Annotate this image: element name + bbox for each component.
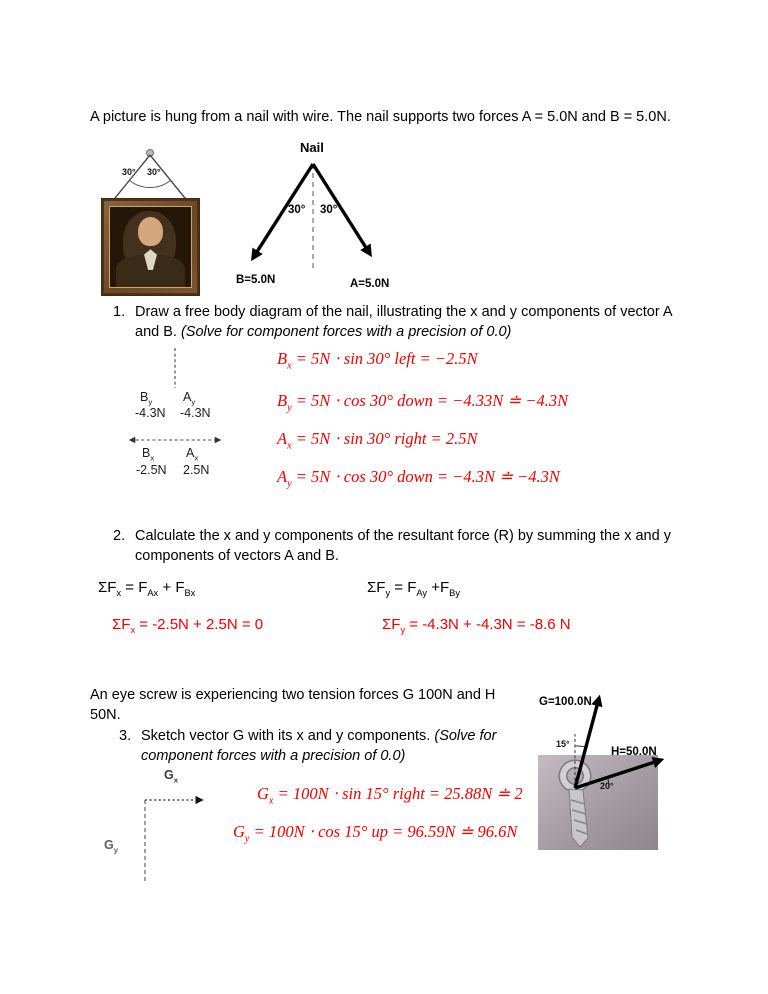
sum-fy-symbolic: $\Sigma F_y = F_{Ay} +F_{By}$: [367, 579, 460, 598]
fbd-bx-label: $B_x$: [142, 446, 155, 463]
question-1-text-italic: (Solve for component forces with a precision of 0.0): [180, 323, 512, 340]
nail-angle-right-label: 30°: [320, 204, 338, 216]
fbd-by-label: $B_y$: [140, 390, 153, 407]
question-1-text-regular: Draw a free body diagram of the nail, illustrating the x and y components of vector A and B.: [135, 304, 672, 340]
question-2: [113, 527, 683, 566]
equation-ay: $A_y = 5N \cdot \cos 30^\circ$ down = −4.3N ≐ −4.3N: [277, 467, 560, 490]
free-body-diagram: [122, 344, 232, 484]
fbd-ax-value: 2.5N: [183, 463, 210, 477]
question-3-text-regular: Sketch vector G with its x and y components.: [141, 728, 435, 744]
picture-frame: [101, 198, 200, 296]
hung-picture-figure: [98, 146, 204, 298]
gy-label: $G_y$: [104, 838, 119, 855]
question-1-number: 1.: [113, 304, 126, 320]
equation-ax: $A_x = 5N \cdot \sin 30^\circ$ right = 2.5N: [277, 429, 478, 452]
wire-angle-arc: [129, 180, 171, 188]
equation-by: $B_y = 5N \cdot \cos 30^\circ$ down = −4.33N ≐ −4.3N: [277, 391, 569, 414]
question-1: [113, 303, 683, 342]
question-3-number: 3.: [119, 728, 132, 744]
fbd-ay-value: -4.3N: [180, 406, 211, 420]
gx-label: $G_x$: [164, 768, 179, 785]
g-component-diagram: [100, 768, 230, 890]
sum-fx-numeric: $\Sigma F_x = -2.5N + 2.5N = 0$: [112, 616, 264, 635]
question-1-text: [135, 303, 680, 342]
portrait-painting: [109, 206, 192, 288]
sum-fy-numeric: $\Sigma F_y = -4.3N + -4.3N = -8.6$ N: [382, 616, 571, 635]
eye-screw-figure: [525, 690, 675, 860]
question-3-text-italic: (Solve for component forces with a precision of 0.0): [141, 728, 497, 764]
eye-screw-drawing: [525, 690, 675, 860]
intro-paragraph: A picture is hung from a nail with wire. The nail supports two forces A = 5.0N and B = 5.0N.: [90, 109, 671, 125]
h-angle-label: 20°: [600, 781, 614, 791]
question-3: [119, 727, 509, 766]
wire-angle-left-label: 30°: [122, 167, 136, 177]
fbd-ax-label: $A_x$: [186, 446, 199, 463]
photo-background: [538, 755, 658, 850]
question-2-number: 2.: [113, 528, 126, 544]
equation-gy: $G_y = 100N \cdot \cos 15^\circ$ up = 96.59N ≐ 96.6N: [233, 822, 518, 845]
wire-angle-right-label: 30°: [147, 167, 161, 177]
equation-bx: $B_x = 5N \cdot \sin 30^\circ$ left = −2.5N: [277, 349, 478, 372]
fbd-by-value: -4.3N: [135, 406, 166, 420]
force-b-label: B=5.0N: [236, 274, 276, 286]
g-angle-label: 15°: [556, 739, 570, 749]
nail-force-figure: [228, 140, 418, 298]
force-h-label: H=50.0N: [611, 746, 657, 758]
component-equations: [277, 345, 607, 495]
nail-figure-title: Nail: [300, 140, 324, 155]
force-g-label: G=100.0N: [539, 696, 592, 708]
g-component-drawing: [100, 768, 230, 890]
wire-left: [111, 155, 150, 203]
force-a-label: A=5.0N: [350, 278, 390, 290]
sum-fx-symbolic: $\Sigma F_x = F_{Ax} + F_{Bx}$: [98, 579, 196, 598]
wire-right: [150, 155, 189, 203]
question-3-text: [141, 727, 501, 766]
equation-gx: $G_x = 100N \cdot \sin 15^\circ$ right = 25.88N ≐ 2: [257, 784, 523, 807]
question-2-text: Calculate the x and y components of the resultant force (R) by summing the x and y components of vectors A and B.: [135, 528, 671, 564]
fbd-bx-value: -2.5N: [136, 463, 167, 477]
nail-angle-left-label: 30°: [288, 204, 306, 216]
eye-screw-paragraph: An eye screw is experiencing two tension forces G 100N and H 50N.: [90, 687, 496, 723]
portrait-face: [138, 217, 162, 246]
fbd-ay-label: $A_y$: [183, 390, 196, 407]
